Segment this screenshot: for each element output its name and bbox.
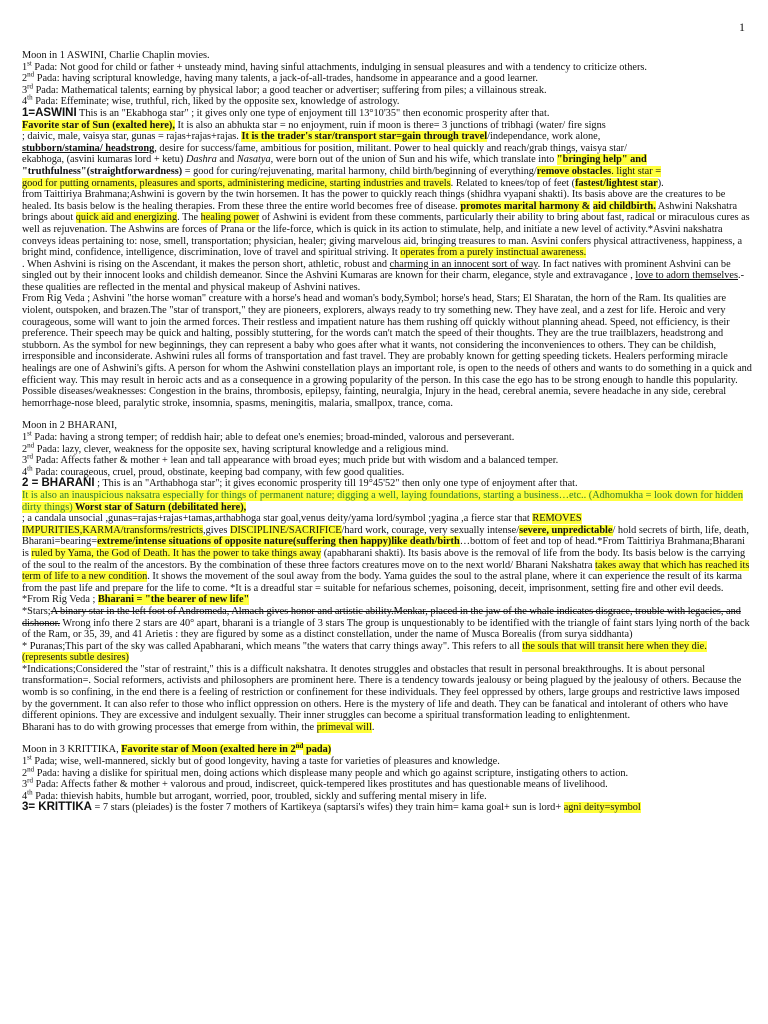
pada-line: 1st Pada: having a strong temper; of reddish hair; able to defeat one's enemies; broad-minded, valorous and perseverant. <box>22 429 515 443</box>
pada-line: 2nd Pada: having scriptural knowledge, having many talents, a jack-of-all-trades, handsome in appearance and a good learner. <box>22 70 538 85</box>
paragraph: It is also an inauspicious naksatra especially for things of permanent nature; digging a well, laying foundations, starting a business…etc.. (Adhomukha = look down for hidden dirty things) Worst star of Saturn (debilitated here), <box>22 489 743 513</box>
star-line: 3= KRITTIKA = 7 stars (pleiades) is the foster 7 mothers of Kartikeya (saptarsi's wifes) they train him= kama goal+ sun is lord+ agni deity=symbol <box>22 801 641 814</box>
paragraph: Bharani has to do with growing processes that emerge from within, the primeval will. <box>22 721 375 733</box>
pada-line: 3rd Pada: Affects father & mother + lean and tall appearance with broad eyes; much pride but with wisdom and a balanced temper. <box>22 452 559 467</box>
page-number: 1 <box>739 20 745 34</box>
paragraph: ; a candala unsocial ,gunas=rajas+rajas+tamas,arthabhoga star goal,venus deity/yama lord/symbol ;yagina ,a fierce star that REMOVES IMPURITIES,KARMA/transforms/restricts,gives DISCIPLINE/SACRIFICE/hard work, courage, very sexually intense/severe, unpredictable/ hold secrets of birth, life, death, Bharani=bearing=extreme/intense situations of opposite nature(suffering then happy)like death/birth…bottom of feet and top of head.*From Taittiriya Brahmana;Bharani is ruled by Yama, the God of Death. It has the power to take things away (apabharani shakti). Its basis above is the removal of life from the body. Its basis below is the carrying of the soul to the realm of the ancestors. By the combination of these three factors creatures move on to the next world/ Bharani Nakshatra takes away that which has reached its term of life to a new condition. It shows the movement of the soul away from the body. Yama guides the soul to the astral plane, where it can experience the result of its karma from the past life and prepare for the life to come. *It is a dreadful star = suitable for nefarious schemes, poisoning, deceit, imprisonment, setting fire and other evil deeds. <box>22 513 750 594</box>
pada-line: 3rd Pada: Affects father & mother + valorous and proud, indiscreet, quick-tempered likes prostitutes and has questionable means of livelihood. <box>22 776 608 791</box>
paragraph: *From Rig Veda ; Bharani = "the bearer of new life" <box>22 594 250 606</box>
paragraph: *Indications;Considered the "star of restraint," this is a difficult nakshatra. It denotes struggles and obstacles that result in personal breakthroughs. It is about personal transformation=. Social reformers, activists and philosophers are prominent here. There is a tendency towards jealousy or being plagued by the jealousy of others. Because the womb is so confining, in the end there is a feeling of restriction or confinement for these individuals. They feel oppressed by others, large groups and restrictive laws imposed by the government. It can also refer to those who inflict oppression on others. Here is the mystery of life and death. They can be fanatical and intolerant of others who have different opinions. They are excessive and indulgent sexually. Their inner struggles can become a spiritual transformation leading to enlightenment. <box>22 663 742 722</box>
section-title-krittika: Moon in 3 KRITTIKA, Favorite star of Moon (exalted here in 2nd pada) <box>22 742 332 756</box>
pada-line: 1st Pada: Not good for child or father + unsteady mind, having sinful attachments, indulging in sensual pleasures and with a tendency to criticize others. <box>22 59 648 73</box>
section-title-aswini: Moon in 1 ASWINI, Charlie Chaplin movies. <box>22 50 210 61</box>
star-line: 1=ASWINI This is an "Ekabhoga star" ; it gives only one type of enjoyment till 13°10'35" then economic prosperity after that. <box>22 106 550 119</box>
section-title-bharani: Moon in 2 BHARANI, <box>22 420 117 432</box>
paragraph: * Puranas;This part of the sky was called Apabharani, which means "the waters that carry things away". This refers to all the souls that will transit here when they die. (represents subtle desires) <box>22 640 707 664</box>
pada-line: 2nd Pada: having a dislike for spiritual men, doing actions which displease many people and which go against scripture, instigating others to action. <box>22 765 629 779</box>
pada-line: 3rd Pada: Mathematical talents; earning by physical labor; a good teacher or advertiser; suffering from piles; a villainous streak. <box>22 82 547 96</box>
pada-line: 4th Pada: courageous, cruel, proud, obstinate, keeping bad company, with few good qualities. <box>22 464 405 478</box>
pada-line: 4th Pada: Effeminate; wise, truthful, rich, liked by the opposite sex, knowledge of astrology. <box>22 93 400 108</box>
paragraph: Favorite star of Sun (exalted here), It is also an abhukta star = no enjoyment, ruin if moon is there= 3 junctions of tribhagi (water/ fire signs ; daivic, male, vaisya star, gunas = rajas+rajas+rajas. It is the trader's star/transport star=gain through travel/independance, work alone, stubborn/stamina/ headstrong, desire for success/fame, ambitious for position, militant. Power to heal quickly and reach/grab things, vaisya star/ ekabhoga, (asvini kumaras lord + ketu) Dashra and Nasatya, were born out of the union of Sun and his wife, which translate into "bringing help" and "truthfulness"(straightforwardness) = good for curing/rejuvenating, marital harmony, child birth/beginning of everything/remove obstacles. light star = good for putting ornaments, pleasures and sports, administering medicine, starting industries and travels. Related to knees/top of feet (fastest/lightest star). from Taittiriya Brahmana;Ashwini is govern by the twin horsemen. It has the power to quickly reach things (shidhra vyapani shakti). Its basis above are the creatures to be healed. Its basis below is the healing therapies. From these three the entire world becomes free of disease. promotes marital harmony & aid childbirth. Ashwini Nakshatra brings about quick aid and energizing. The healing power of Ashwini is evident from these comments, particularly their ability to bring about fast, radical or miraculous cures as well as rejuvenation. The Ashwins are forces of Prana or the life-force, which is quick in its action to stimulate, help, and initiate a new level of activity.*Asvini nakshatra conveys ideas pertaining to: nose, smell, transportation; physician, healer; giving marvelous aid, bringing treasures to man. Asvini confers physical attractiveness, happiness, a bright mind, confidence, intelligence, discrimination, love of travel and spiritual striving. It operates from a purely instinctual awareness. <box>22 119 750 259</box>
paragraph: Possible diseases/weaknesses: Congestion in the brains, thrombosis, epilepsy, fainting, neuralgia, Injury in the head, cerebral anemia, severe headache in any side, cerebral hemorrhage-nose bleed, paralytic stroke, insomnia, spasms, meningitis, malaria, smallpox, trance, coma. <box>22 386 727 409</box>
paragraph: . When Ashvini is rising on the Ascendant, it makes the person short, athletic, robust and charming in an innocent sort of way. In fact natives with prominent Ashvini can be singled out by their innocent looks and childish demeanor. Since the Ashvini Kumaras are known for their charm, elegance, style and extravagance , love to adorn themselves.- these qualities are reflected in the mental and physical makeup of Ashvini natives. <box>22 258 745 293</box>
pada-line: 4th Pada: thievish habits, humble but arrogant, worried, poor, troubled, sickly and suffering mental misery in life. <box>22 788 487 802</box>
pada-line: 1st Pada; wise, well-mannered, sickly but of good longevity, having a taste for varieties of pleasures and knowledge. <box>22 753 500 768</box>
star-line: 2 = BHARANI ; This is an "Arthabhoga star"; it gives economic prosperity till 19°45'52" then only one type of enjoyment after that. <box>22 477 578 490</box>
pada-line: 2nd Pada: lazy, clever, weakness for the opposite sex, having scriptural knowledge and a religious mind. <box>22 441 449 455</box>
document-body <box>22 50 752 814</box>
paragraph: From Rig Veda ; Ashvini "the horse woman" creature with a horse's head and woman's body,Symbol; horse's head, Stars; El Sharatan, the horn of the Ram. Its qualities are violent, outspoken, and brazen.The "star of transport," they are pioneers, explorers, always ready to try something new. They have zeal, and a zest for life. Heroic and very courageous, some will want to join the armed forces. Their restless and impatient nature has them rushing off quickly without planning ahead. Speed, not efficiency, is their preference. Their speech may be quick and halting, possibly stuttering, for the words can't match the speed of their thoughts. They are the true trailblazers, headstrong and stubborn. As the symbol for new beginnings, they can represent a baby who goes after what it wants, not considering the inconveniences to others. They can be childish, irresponsible and inconsiderate. Ashwini rules all forms of transportation and fast travel. They are probably known for getting speeding tickets. Healers performing miracle healings are one of Ashwini's gifts. A person for whom the Ashwini constellation plays an important role, is open to the needs of others and wants to do something in a quick and efficient way. This may result in heroic acts and as a consequence in a growing popularity of the person. In this case the ego has to be strong enough to handle this popularity. <box>22 293 752 386</box>
paragraph: *Stars;A binary star in the left foot of Andromeda, Almach gives honor and artistic ability.Menkar, placed in the jaw of the whale indicates disgrace, trouble with legacies, and dishonor. Wrong info there 2 stars are 40° apart, bharani is a triangle of 3 stars The group is unquestionably to be identified with the triangle of faint stars lying north of the back of the Ram, or 35, 39, and 41 Arietis : they are figured by some as a distinct constellation, under the name of Musca Borealis (from surya siddhanta) <box>22 605 750 641</box>
